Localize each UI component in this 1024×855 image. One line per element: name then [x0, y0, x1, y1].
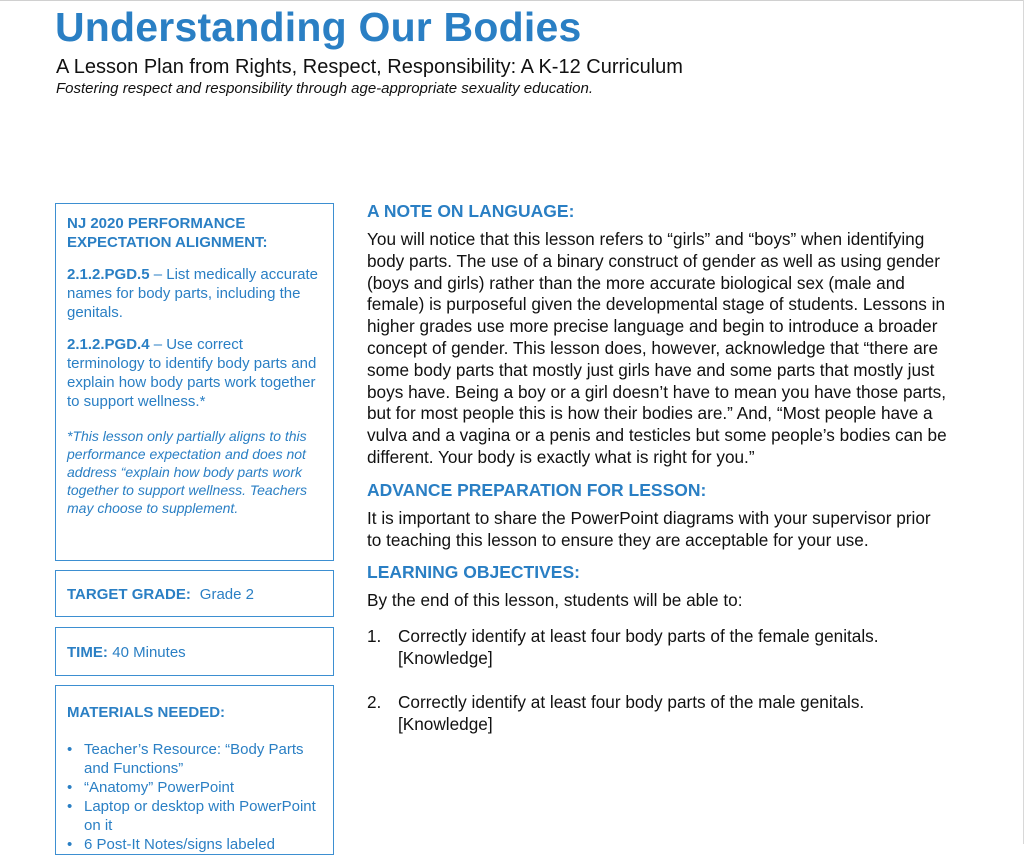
performance-expectation-box: [55, 203, 334, 561]
standard-pgd5: 2.1.2.PGD.5 – List medically accurate names for body parts, including the genitals.: [67, 266, 318, 321]
note-body: You will notice that this lesson refers to “girls” and “boys” when identifying body parts. The use of a binary construct of gender as well as using gender (boys and girls) rather than the more accurate biological sex (male and female) is purposeful given the developmental stage of students. Lessons in higher grades use more precise language and begin to introduce a broader concept of gender. This lesson does, however, acknowledge that “there are some body parts that mostly just girls have and some parts that mostly just boys have. Being a boy or a girl doesn’t have to mean you have those parts, but for most people this is how their bodies are.” And, “Most people have a vulva and a vagina or a penis and testicles but some people’s bodies can be different. Your body is exactly what is right for you.”: [367, 229, 947, 467]
list-item: 1. Correctly identify at least four body parts of the female genitals. [Knowledge]: [367, 626, 879, 668]
time-label: TIME:: [67, 644, 108, 661]
performance-heading: NJ 2020 PERFORMANCE EXPECTATION ALIGNMENT:: [67, 215, 268, 251]
prep-body: It is important to share the PowerPoint diagrams with your supervisor prior to teaching this lesson to ensure they are acceptable for your use.: [367, 507, 931, 550]
target-grade-value: Grade 2: [199, 586, 254, 603]
materials-heading: MATERIALS NEEDED:: [67, 704, 226, 721]
target-grade-label: TARGET GRADE:: [67, 586, 191, 603]
materials-list: [67, 740, 323, 854]
time-value: 40 Minutes: [112, 644, 186, 661]
page-subtitle: A Lesson Plan from Rights, Respect, Responsibility: A K-12 Curriculum: [56, 56, 683, 78]
main-content: [367, 199, 947, 757]
list-item: • Teacher’s Resource: “Body Parts and Functions”: [67, 741, 304, 777]
page-title: Understanding Our Bodies: [55, 4, 582, 50]
top-divider: [0, 0, 1024, 1]
note-heading: A NOTE ON LANGUAGE:: [367, 201, 575, 221]
materials-box: [55, 685, 334, 855]
list-item: • Laptop or desktop with PowerPoint on it: [67, 798, 316, 834]
list-item: 2. Correctly identify at least four body parts of the male genitals. [Knowledge]: [367, 691, 865, 734]
page-tagline: Fostering respect and responsibility through age-appropriate sexuality education.: [56, 80, 593, 97]
target-grade-box: [55, 570, 334, 617]
list-item: • 6 Post-It Notes/signs labeled: [67, 836, 275, 853]
alignment-footnote: *This lesson only partially aligns to this performance expectation and does not address “explain how body parts work together to support wellness. Teachers may choose to supplement.: [67, 428, 307, 516]
objectives-heading: LEARNING OBJECTIVES:: [367, 562, 580, 583]
prep-heading: ADVANCE PREPARATION FOR LESSON:: [367, 479, 707, 500]
objectives-list: [367, 626, 947, 735]
time-box: [55, 627, 334, 676]
list-item: • “Anatomy” PowerPoint: [67, 779, 235, 796]
standard-pgd4: 2.1.2.PGD.4 – Use correct terminology to identify body parts and explain how body parts work together to support wellness.*: [67, 336, 317, 410]
objectives-intro: By the end of this lesson, students will be able to:: [367, 590, 743, 611]
